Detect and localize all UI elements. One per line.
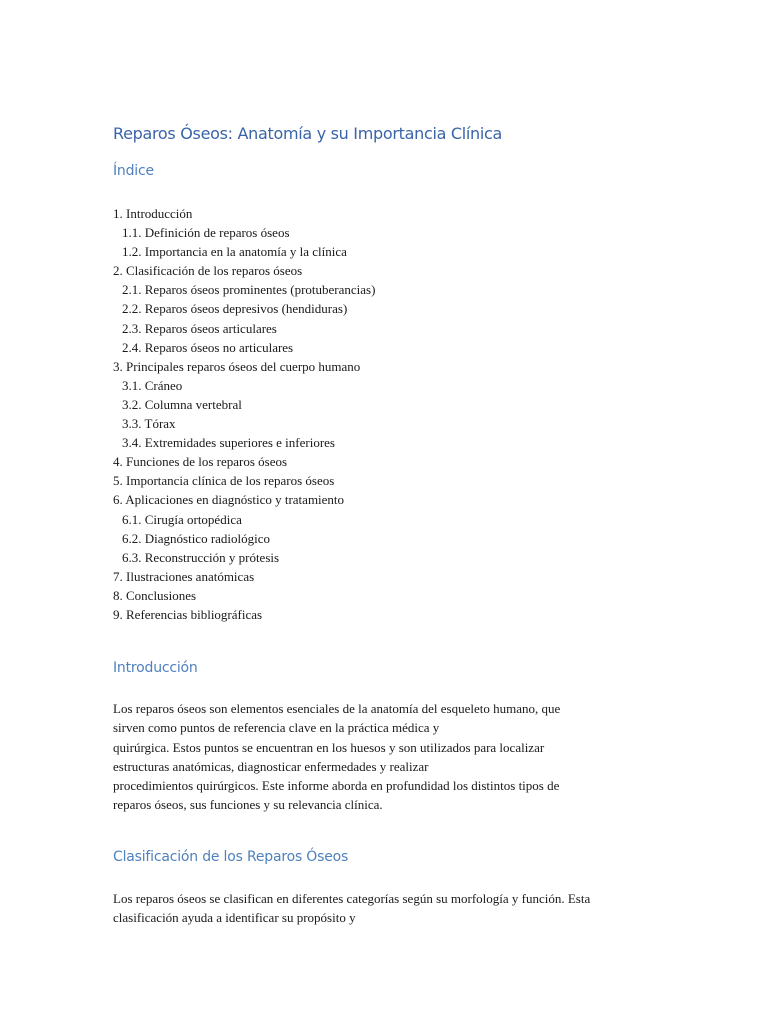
toc-item: 3.1. Cráneo [122,377,183,393]
toc-item: 2.1. Reparos óseos prominentes (protuberancias) [122,282,376,298]
toc-item: 2.2. Reparos óseos depresivos (hendiduras) [122,301,348,317]
toc-item: 2.3. Reparos óseos articulares [122,320,277,336]
toc-item: 1.2. Importancia en la anatomía y la clínica [122,244,347,260]
paragraph-line: procedimientos quirúrgicos. Este informe aborda en profundidad los distintos tipos de [113,778,560,794]
toc-item: 6. Aplicaciones en diagnóstico y tratamiento [113,492,345,508]
section-heading-clasificacion: Clasificación de los Reparos Óseos [113,849,349,865]
toc-item: 1.1. Definición de reparos óseos [122,225,290,241]
toc-item: 2. Clasificación de los reparos óseos [113,263,303,279]
paragraph-line: sirven como puntos de referencia clave en la práctica médica y [113,720,440,736]
table-of-contents [113,204,375,624]
paragraph-line: Los reparos óseos son elementos esenciales de la anatomía del esqueleto humano, que [113,701,561,716]
toc-item: 6.3. Reconstrucción y prótesis [122,549,280,565]
index-heading: Índice [113,163,154,179]
toc-item: 8. Conclusiones [113,587,197,603]
toc-item: 3.2. Columna vertebral [122,396,242,412]
introduccion-paragraph [113,699,673,815]
document-title: Reparos Óseos: Anatomía y su Importancia Clínica [113,124,503,143]
toc-item: 6.2. Diagnóstico radiológico [122,530,271,546]
toc-item: 3.4. Extremidades superiores e inferiores [122,435,335,451]
toc-item: 9. Referencias bibliográficas [113,606,263,622]
toc-item: 7. Ilustraciones anatómicas [113,568,255,584]
toc-item: 3. Principales reparos óseos del cuerpo humano [113,358,361,374]
paragraph-line: estructuras anatómicas, diagnosticar enfermedades y realizar [113,758,429,774]
toc-item: 1. Introducción [113,206,193,221]
toc-item: 4. Funciones de los reparos óseos [113,454,288,470]
paragraph-line: reparos óseos, sus funciones y su relevancia clínica. [113,797,383,813]
toc-item: 2.4. Reparos óseos no articulares [122,339,294,355]
toc-item: 3.3. Tórax [122,416,176,432]
toc-item: 5. Importancia clínica de los reparos óseos [113,473,335,489]
paragraph-line: quirúrgica. Estos puntos se encuentran en los huesos y son utilizados para localizar [113,739,545,755]
clasificacion-paragraph [113,889,673,928]
paragraph-line: Los reparos óseos se clasifican en diferentes categorías según su morfología y función. Esta [113,891,591,906]
section-heading-introduccion: Introducción [113,660,198,676]
toc-item: 6.1. Cirugía ortopédica [122,511,242,527]
paragraph-line: clasificación ayuda a identificar su propósito y [113,910,356,926]
